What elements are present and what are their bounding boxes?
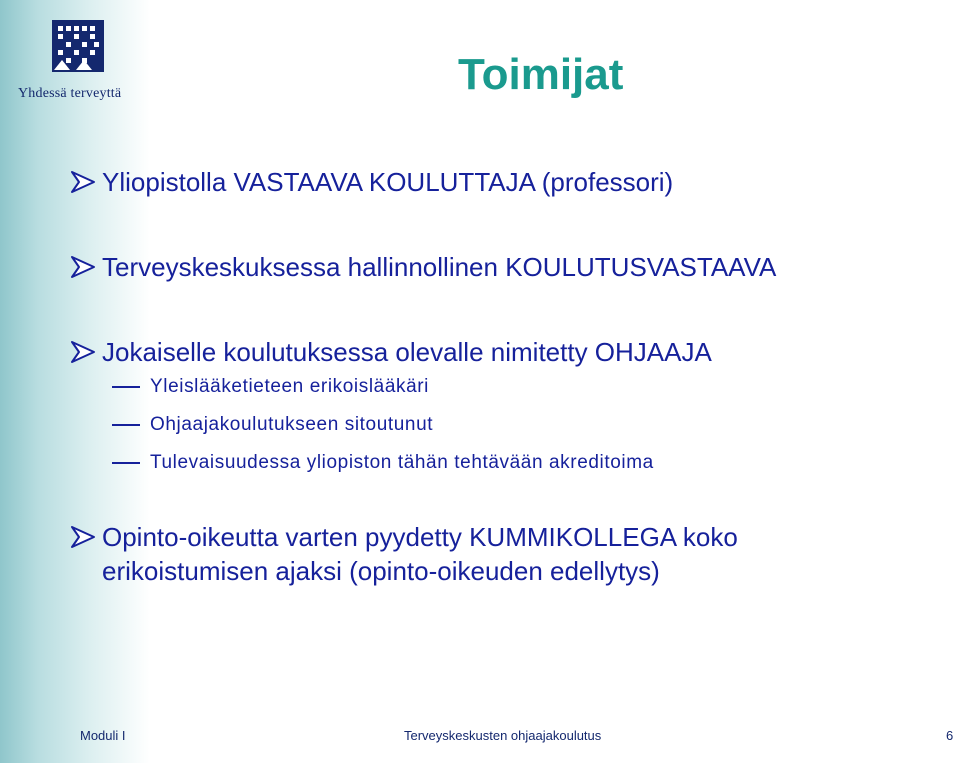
dash-icon [112,462,140,464]
footer-page-number: 6 [946,728,954,743]
bullet-text-multiline [102,520,738,588]
bullet-1 [70,165,673,199]
slide-title: Toimijat [458,50,624,99]
logo-text: Yhdessä terveyttä [18,86,122,101]
bullet-text: Jokaiselle koulutuksessa olevalle nimitetty OHJAAJA [102,337,712,367]
sub-bullet-text: Tulevaisuudessa yliopiston tähän tehtävään akreditoima [150,452,654,473]
bullet-4 [70,520,738,588]
footer-course: Terveyskeskusten ohjaajakoulutus [404,728,602,743]
sub-bullet-1 [112,375,429,399]
bullet-text-line1: Opinto-oikeutta varten pyydetty KUMMIKOLLEGA koko [102,522,738,552]
bullet-text: Terveyskeskuksessa hallinnollinen KOULUTUSVASTAAVA [102,252,777,282]
sub-bullet-text: Yleislääketieteen erikoislääkäri [150,376,430,397]
bullet-3 [70,335,712,369]
arrow-bullet-icon [70,335,102,369]
sub-bullet-3 [112,451,654,475]
dash-icon [112,386,140,388]
dash-icon [112,424,140,426]
bullet-text: Yliopistolla VASTAAVA KOULUTTAJA (professori) [102,167,674,197]
sub-bullet-text: Ohjaajakoulutukseen sitoutunut [150,414,434,435]
arrow-bullet-icon [70,250,102,284]
arrow-bullet-icon [70,520,102,554]
footer-module: Moduli I [80,728,126,743]
bullet-2 [70,250,776,284]
arrow-bullet-icon [70,165,102,199]
bullet-text-line2: erikoistumisen ajaksi (opinto-oikeuden edellytys) [102,556,660,586]
sub-bullet-2 [112,413,433,437]
